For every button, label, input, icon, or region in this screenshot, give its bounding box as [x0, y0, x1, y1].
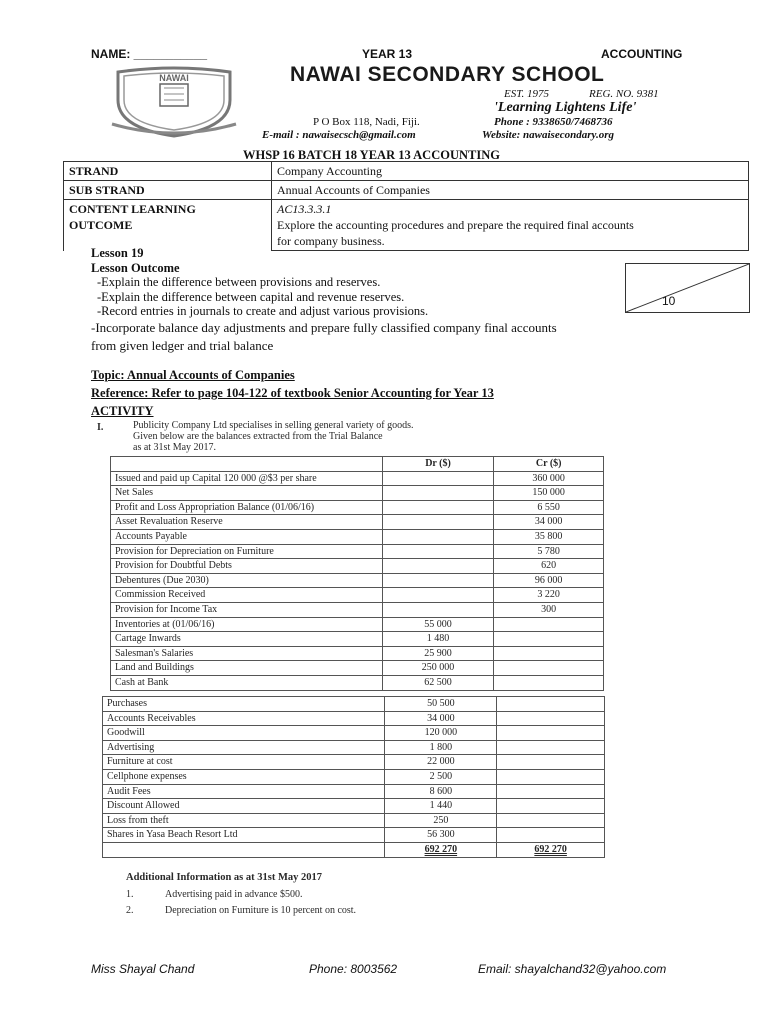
trial-balance-row: [111, 675, 604, 690]
dr-amount-cell: 1 480: [382, 632, 494, 647]
cr-amount-cell: [497, 755, 605, 770]
dr-amount-cell: [382, 471, 494, 486]
account-name-cell: Net Sales: [111, 486, 383, 501]
account-name-cell: Advertising: [103, 740, 385, 755]
account-name-cell: Issued and paid up Capital 120 000 @$3 per share: [111, 471, 383, 486]
account-name-cell: Cash at Bank: [111, 675, 383, 690]
trial-balance-row: [111, 617, 604, 632]
clo-row: [64, 200, 749, 251]
total-blank: [103, 842, 385, 857]
account-name-cell: Debentures (Due 2030): [111, 573, 383, 588]
cr-amount-cell: 3 220: [494, 588, 604, 603]
score-box-diagonal: [626, 264, 749, 312]
cr-amount-cell: 35 800: [494, 529, 604, 544]
school-website: Website: nawaisecondary.org: [482, 129, 614, 141]
strand-row: [64, 162, 749, 181]
clo-text-line-1: Explore the accounting procedures and prepare the required final accounts: [277, 218, 634, 232]
account-name-cell: Profit and Loss Appropriation Balance (01/06/16): [111, 500, 383, 515]
trial-balance-row: [111, 661, 604, 676]
account-name-cell: Salesman's Salaries: [111, 646, 383, 661]
lesson-outcome-item: -Explain the difference between provisions and reserves.: [97, 275, 381, 289]
substrand-row: [64, 181, 749, 200]
account-name-cell: Audit Fees: [103, 784, 385, 799]
footer-email: Email: shayalchand32@yahoo.com: [478, 962, 667, 976]
trial-balance-row: [103, 769, 605, 784]
dr-amount-cell: [382, 544, 494, 559]
trial-balance-row: [103, 784, 605, 799]
trial-balance-row: [111, 588, 604, 603]
account-name-cell: Asset Revaluation Reserve: [111, 515, 383, 530]
trial-balance-row: [111, 529, 604, 544]
total-marks: 10: [662, 294, 676, 308]
trial-balance-row: [111, 486, 604, 501]
lesson-outcome-item: -Explain the difference between capital and revenue reserves.: [97, 290, 405, 304]
school-email: E-mail : nawaisecsch@gmail.com: [262, 129, 416, 141]
cr-amount-cell: 360 000: [494, 471, 604, 486]
additional-item-number: 1.: [126, 889, 134, 900]
header-blank: [111, 457, 383, 472]
cr-amount-cell: [497, 711, 605, 726]
additional-item-number: 2.: [126, 905, 134, 916]
cr-amount-cell: 34 000: [494, 515, 604, 530]
dr-amount-cell: 55 000: [382, 617, 494, 632]
cr-amount-cell: [494, 646, 604, 661]
clo-label: [64, 200, 272, 251]
dr-amount-cell: 2 500: [385, 769, 497, 784]
dr-amount-cell: 25 900: [382, 646, 494, 661]
substrand-label: SUB STRAND: [64, 181, 272, 200]
account-name-cell: Cartage Inwards: [111, 632, 383, 647]
logo-text: NAWAI: [159, 73, 189, 83]
total-cr: 692 270: [497, 842, 605, 857]
account-name-cell: Accounts Payable: [111, 529, 383, 544]
dr-amount-cell: [382, 588, 494, 603]
score-box: [625, 263, 750, 313]
dr-column-header: Dr ($): [382, 457, 494, 472]
cr-amount-cell: 6 550: [494, 500, 604, 515]
dr-amount-cell: 1 800: [385, 740, 497, 755]
strand-label: STRAND: [64, 162, 272, 181]
dr-amount-cell: 56 300: [385, 828, 497, 843]
cr-amount-cell: 5 780: [494, 544, 604, 559]
lesson-outcome-item: -Record entries in journals to create and adjust various provisions.: [97, 304, 429, 318]
trial-balance-row: [103, 726, 605, 741]
subject-label: ACCOUNTING: [601, 47, 683, 61]
cr-amount-cell: 620: [494, 559, 604, 574]
account-name-cell: Discount Allowed: [103, 799, 385, 814]
cr-amount-cell: [497, 828, 605, 843]
name-field-label: NAME: ___________: [91, 47, 208, 61]
cr-amount-cell: [497, 769, 605, 784]
trial-balance-total-row: [103, 842, 605, 857]
trial-balance-row: [111, 471, 604, 486]
footer-teacher: Miss Shayal Chand: [91, 962, 195, 976]
trial-balance-row: [111, 632, 604, 647]
registration-number: REG. NO. 9381: [589, 88, 659, 100]
cr-amount-cell: 150 000: [494, 486, 604, 501]
trial-balance-row: [103, 740, 605, 755]
trial-balance-row: [111, 500, 604, 515]
substrand-value: Annual Accounts of Companies: [272, 181, 749, 200]
dr-amount-cell: [382, 486, 494, 501]
account-name-cell: Goodwill: [103, 726, 385, 741]
dr-amount-cell: [382, 515, 494, 530]
school-phone: Phone : 9338650/7468736: [494, 116, 613, 128]
clo-code: AC13.3.3.1: [277, 202, 332, 216]
trial-balance-row: [111, 559, 604, 574]
lesson-outcome-heading: Lesson Outcome: [91, 261, 180, 275]
strand-value: Company Accounting: [272, 162, 749, 181]
lesson-number: Lesson 19: [91, 246, 144, 260]
dr-amount-cell: [382, 573, 494, 588]
total-dr: 692 270: [385, 842, 497, 857]
cr-column-header: Cr ($): [494, 457, 604, 472]
cr-amount-cell: 96 000: [494, 573, 604, 588]
dr-amount-cell: 1 440: [385, 799, 497, 814]
dr-amount-cell: 22 000: [385, 755, 497, 770]
dr-amount-cell: [382, 602, 494, 617]
lesson-outcome-item-cont: from given ledger and trial balance: [91, 338, 274, 353]
trial-balance-row: [103, 711, 605, 726]
activity-heading: ACTIVITY: [91, 404, 154, 418]
trial-balance-row: [103, 828, 605, 843]
dr-amount-cell: 34 000: [385, 711, 497, 726]
school-motto: 'Learning Lightens Life': [494, 100, 637, 115]
clo-text-line-2: for company business.: [277, 234, 385, 248]
additional-item-text: Depreciation on Furniture is 10 percent on cost.: [165, 905, 357, 916]
cr-amount-cell: [497, 740, 605, 755]
trial-balance-table-part-1: [110, 456, 604, 691]
dr-amount-cell: [382, 500, 494, 515]
cr-amount-cell: [497, 726, 605, 741]
trial-balance-row: [103, 799, 605, 814]
account-name-cell: Shares in Yasa Beach Resort Ltd: [103, 828, 385, 843]
dr-amount-cell: 62 500: [382, 675, 494, 690]
cr-amount-cell: [494, 632, 604, 647]
clo-label-line-1: CONTENT LEARNING: [69, 202, 196, 216]
est-year: EST. 1975: [504, 88, 550, 100]
question-number: I.: [97, 422, 104, 433]
additional-info-heading: Additional Information as at 31st May 2017: [126, 872, 323, 883]
trial-balance-row: [103, 697, 605, 712]
dr-amount-cell: 250: [385, 813, 497, 828]
trial-balance-row: [111, 544, 604, 559]
account-name-cell: Land and Buildings: [111, 661, 383, 676]
dr-amount-cell: [382, 529, 494, 544]
account-name-cell: Commission Received: [111, 588, 383, 603]
cr-amount-cell: [494, 675, 604, 690]
trial-balance-row: [103, 813, 605, 828]
curriculum-info-table: [63, 161, 749, 251]
account-name-cell: Cellphone expenses: [103, 769, 385, 784]
reference-heading: Reference: Refer to page 104-122 of textbook Senior Accounting for Year 13: [91, 386, 494, 400]
trial-balance-row: [111, 646, 604, 661]
worksheet-title: WHSP 16 BATCH 18 YEAR 13 ACCOUNTING: [243, 148, 500, 162]
cr-amount-cell: [497, 697, 605, 712]
trial-balance-table-part-2: [102, 696, 605, 858]
school-crest-logo: [108, 66, 240, 138]
account-name-cell: Purchases: [103, 697, 385, 712]
account-name-cell: Furniture at cost: [103, 755, 385, 770]
account-name-cell: Provision for Doubtful Debts: [111, 559, 383, 574]
year-label: YEAR 13: [362, 47, 413, 61]
cr-amount-cell: [494, 661, 604, 676]
cr-amount-cell: [497, 784, 605, 799]
account-name-cell: Inventories at (01/06/16): [111, 617, 383, 632]
dr-amount-cell: 250 000: [382, 661, 494, 676]
footer-phone: Phone: 8003562: [309, 962, 398, 976]
clo-value: [272, 200, 749, 251]
question-line: Publicity Company Ltd specialises in selling general variety of goods.: [133, 420, 414, 431]
cr-amount-cell: 300: [494, 602, 604, 617]
question-line: as at 31st May 2017.: [133, 442, 217, 453]
account-name-cell: Loss from theft: [103, 813, 385, 828]
account-name-cell: Accounts Receivables: [103, 711, 385, 726]
school-address: P O Box 118, Nadi, Fiji.: [313, 116, 420, 128]
trial-balance-row: [111, 602, 604, 617]
trial-balance-row: [111, 515, 604, 530]
topic-heading: Topic: Annual Accounts of Companies: [91, 368, 295, 382]
cr-amount-cell: [497, 799, 605, 814]
clo-label-line-2: OUTCOME: [69, 218, 133, 232]
account-name-cell: Provision for Depreciation on Furniture: [111, 544, 383, 559]
dr-amount-cell: 120 000: [385, 726, 497, 741]
trial-balance-header-row: [111, 457, 604, 472]
dr-amount-cell: 50 500: [385, 697, 497, 712]
lesson-outcome-item: -Incorporate balance day adjustments and prepare fully classified company final accounts: [91, 320, 557, 335]
trial-balance-row: [111, 573, 604, 588]
cr-amount-cell: [494, 617, 604, 632]
cr-amount-cell: [497, 813, 605, 828]
additional-item-text: Advertising paid in advance $500.: [165, 889, 303, 900]
account-name-cell: Provision for Income Tax: [111, 602, 383, 617]
school-name: NAWAI SECONDARY SCHOOL: [290, 63, 605, 86]
trial-balance-row: [103, 755, 605, 770]
dr-amount-cell: 8 600: [385, 784, 497, 799]
question-line: Given below are the balances extracted from the Trial Balance: [133, 431, 383, 442]
dr-amount-cell: [382, 559, 494, 574]
